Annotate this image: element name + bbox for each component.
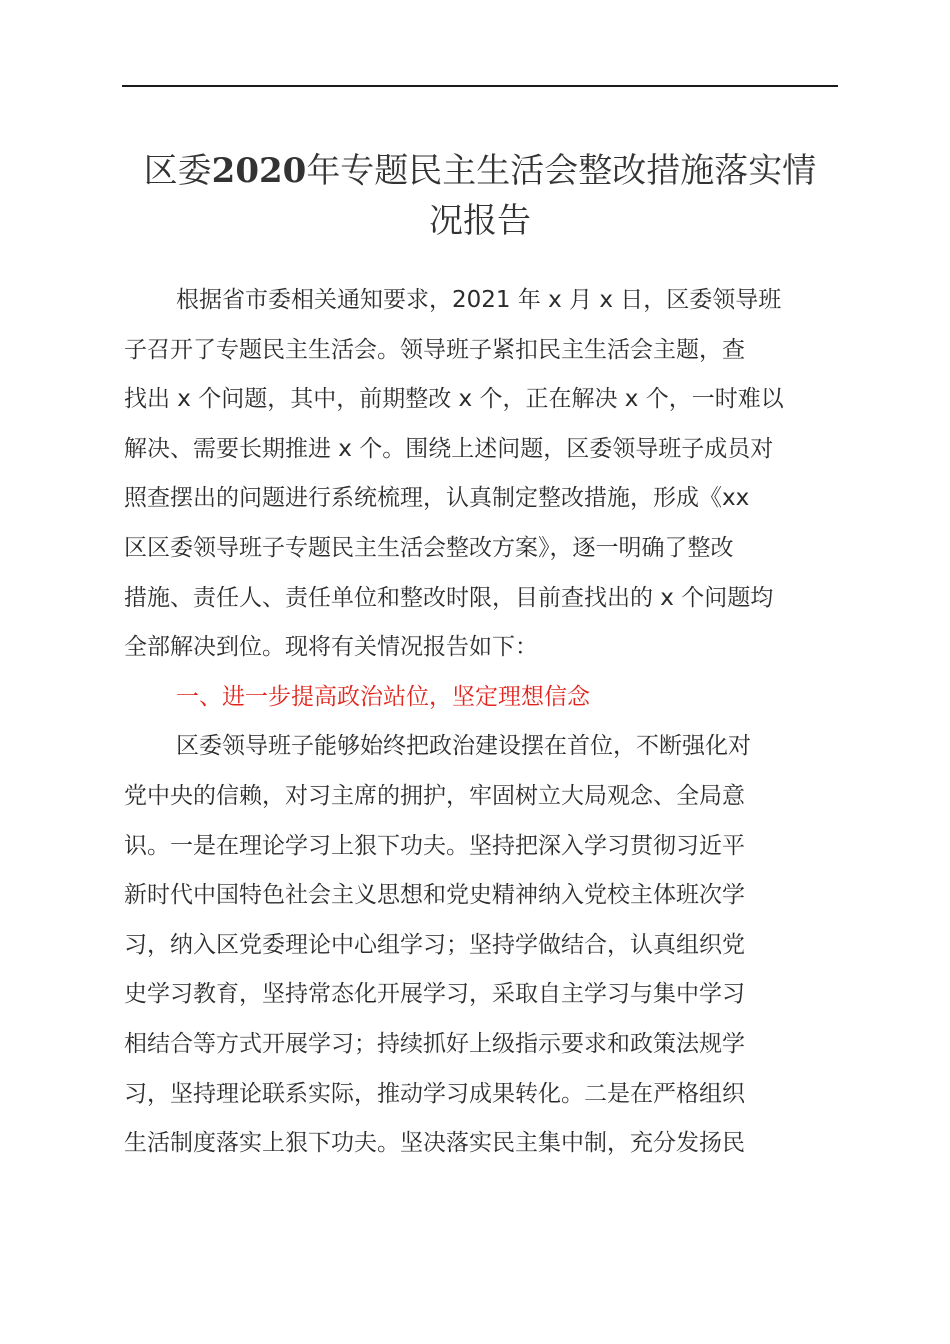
paragraph-2-line: 生活制度落实上狠下功夫。坚决落实民主集中制，充分发扬民 [124, 1130, 745, 1157]
document-title [122, 146, 838, 246]
paragraph-2-line: 新时代中国特色社会主义思想和党史精神纳入党校主体班次学 [124, 882, 745, 909]
paragraph-1-line: 解决、需要长期推进 x 个。围绕上述问题，区委领导班子成员对 [124, 435, 774, 462]
title-line-1 [122, 146, 838, 196]
title-suffix: 年专题民主生活会整改措施落实情 [306, 151, 817, 191]
header-rule [122, 85, 838, 87]
paragraph-1-line: 根据省市委相关通知要求，2021 年 x 月 x 日，区委领导班 [176, 287, 782, 313]
paragraph-1-line: 措施、责任人、责任单位和整改时限，目前查找出的 x 个问题均 [124, 584, 774, 611]
paragraph-2-line: 习，坚持理论联系实际，推动学习成果转化。二是在严格组织 [124, 1080, 745, 1107]
paragraph-2-line: 区委领导班子能够始终把政治建设摆在首位，不断强化对 [176, 733, 751, 760]
title-year: 2020 [211, 151, 307, 191]
document-body [124, 276, 840, 1169]
paragraph-2-line: 习，纳入区党委理论中心组学习；坚持学做结合，认真组织党 [124, 931, 745, 958]
paragraph-2-line: 识。一是在理论学习上狠下功夫。坚持把深入学习贯彻习近平 [124, 832, 745, 859]
paragraph-1-line: 照查摆出的问题进行系统梳理，认真制定整改措施，形成《xx [124, 485, 750, 512]
paragraph-2-line: 相结合等方式开展学习；持续抓好上级指示要求和政策法规学 [124, 1030, 745, 1057]
title-prefix: 区委 [143, 151, 212, 191]
paragraph-1-line: 全部解决到位。现将有关情况报告如下： [124, 634, 538, 661]
title-line-2: 况报告 [429, 201, 531, 241]
section-1-heading: 一、进一步提高政治站位，坚定理想信念 [176, 683, 590, 710]
paragraph-1-line: 区区委领导班子专题民主生活会整改方案》，逐一明确了整改 [124, 534, 734, 561]
paragraph-2-line: 党中央的信赖，对习主席的拥护，牢固树立大局观念、全局意 [124, 782, 745, 809]
paragraph-1-line: 找出 x 个问题，其中，前期整改 x 个，正在解决 x 个，一时难以 [124, 386, 784, 413]
paragraph-1-line: 子召开了专题民主生活会。领导班子紧扣民主生活会主题，查 [124, 336, 745, 363]
paragraph-2-line: 史学习教育，坚持常态化开展学习，采取自主学习与集中学习 [124, 981, 745, 1008]
